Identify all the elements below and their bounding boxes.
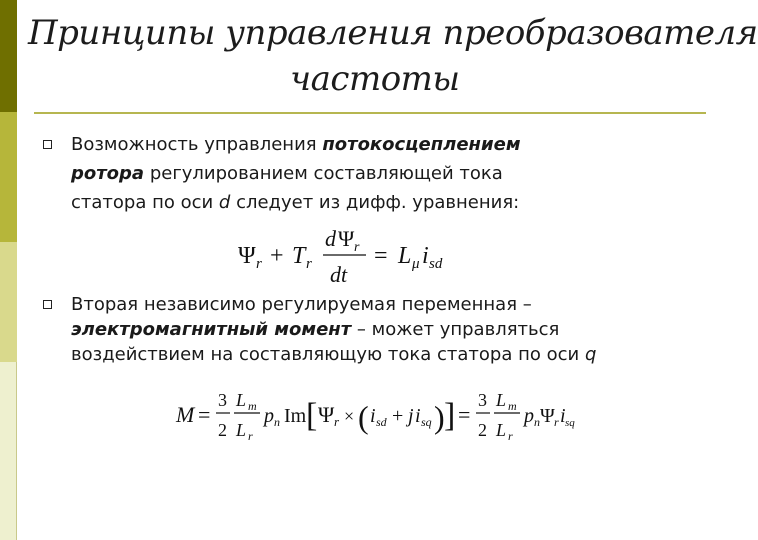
subscript-r: r [248,429,253,443]
title-line-1: Принципы управления преобразователя [28,13,758,53]
equals-sign: = [374,243,388,269]
text: – может управляться [351,319,560,340]
text: Возможность управления [71,134,323,155]
sidebar-block-pale [0,362,17,540]
subscript-sq: sq [565,417,575,429]
current-symbol: i [560,405,566,427]
text: статора по оси [71,192,219,213]
subscript-m: m [508,399,517,413]
denominator-2: 2 [478,420,487,440]
subscript-r: r [334,414,340,429]
subscript-sq: sq [421,415,432,429]
pole-pairs-symbol: p [264,405,274,427]
title-line-2: частоты [290,59,460,99]
sidebar-block-light [0,242,17,362]
text: регулированием составляющей тока [144,163,503,184]
psi-symbol: Ψ [238,243,256,269]
left-paren: ( [358,399,369,435]
emphasis-text: электромагнитный момент [71,319,352,340]
text: следует из дифф. уравнения: [230,192,520,213]
subscript-sd: sd [376,415,387,429]
inductance-symbol: L [236,420,247,440]
inductance-symbol: L [236,390,247,410]
subscript-r: r [256,256,262,272]
slide-title [28,10,758,102]
subscript-sd: sd [429,256,443,272]
emphasis-text: ротора [71,163,145,184]
bullet-1-line-2 [71,159,691,188]
right-bracket: ] [444,397,456,434]
plus-sign: + [270,243,284,269]
differential-d: d [325,226,336,251]
current-symbol: i [422,243,429,269]
axis-symbol: q [584,344,597,365]
bullet-2-line-1: Вторая независимо регулируемая переменная – [71,294,532,315]
time-constant: T [292,243,306,269]
numerator-3: 3 [478,390,487,410]
imaginary-part-operator: Im [284,405,307,427]
inductance-symbol: L [496,390,507,410]
psi-symbol: Ψ [318,402,335,427]
equals-sign: = [458,402,471,427]
subscript-m: m [248,399,257,413]
cross-product-sign: × [344,406,355,426]
inductance-symbol: L [398,243,412,269]
differential-dt: dt [330,262,348,287]
denominator-2: 2 [218,420,227,440]
subscript-r: r [354,240,360,255]
psi-symbol: Ψ [540,405,555,427]
numerator-3: 3 [218,390,227,410]
flux-equation [230,222,460,294]
torque-symbol: M [176,402,195,427]
subscript-n: n [274,415,280,429]
left-bracket: [ [306,397,318,434]
subscript-r: r [554,415,559,429]
bullet-square-icon [43,300,52,309]
psi-symbol: Ψ [338,226,355,251]
bullet-text-2 [71,292,711,367]
bullet-2-line-3 [71,342,711,367]
emphasis-text: потокосцеплением [322,134,521,155]
bullet-text-1 [71,130,691,217]
bullet-1-line-1 [71,130,691,159]
current-symbol: i [415,405,421,427]
bullet-square-icon [43,140,52,149]
sidebar-decoration [0,0,17,540]
bullet-2-line-2 [71,317,711,342]
inductance-symbol: L [496,420,507,440]
sidebar-block-dark [0,0,17,112]
subscript-r: r [306,256,312,272]
sidebar-block-olive [0,112,17,242]
pole-pairs-symbol: p [524,405,534,427]
subscript-mu: μ [412,256,420,272]
torque-equation [172,382,575,452]
plus-sign: + [392,405,404,427]
equals-sign: = [198,402,211,427]
bullet-1-line-3 [71,188,691,217]
imaginary-unit: j [408,405,414,427]
subscript-n: n [534,415,540,429]
text: воздействием на составляющую тока статора по оси [71,344,585,365]
title-divider [34,112,706,114]
subscript-r: r [508,429,513,443]
right-paren: ) [434,399,445,435]
axis-symbol: d [218,192,231,213]
current-symbol: i [370,405,376,427]
